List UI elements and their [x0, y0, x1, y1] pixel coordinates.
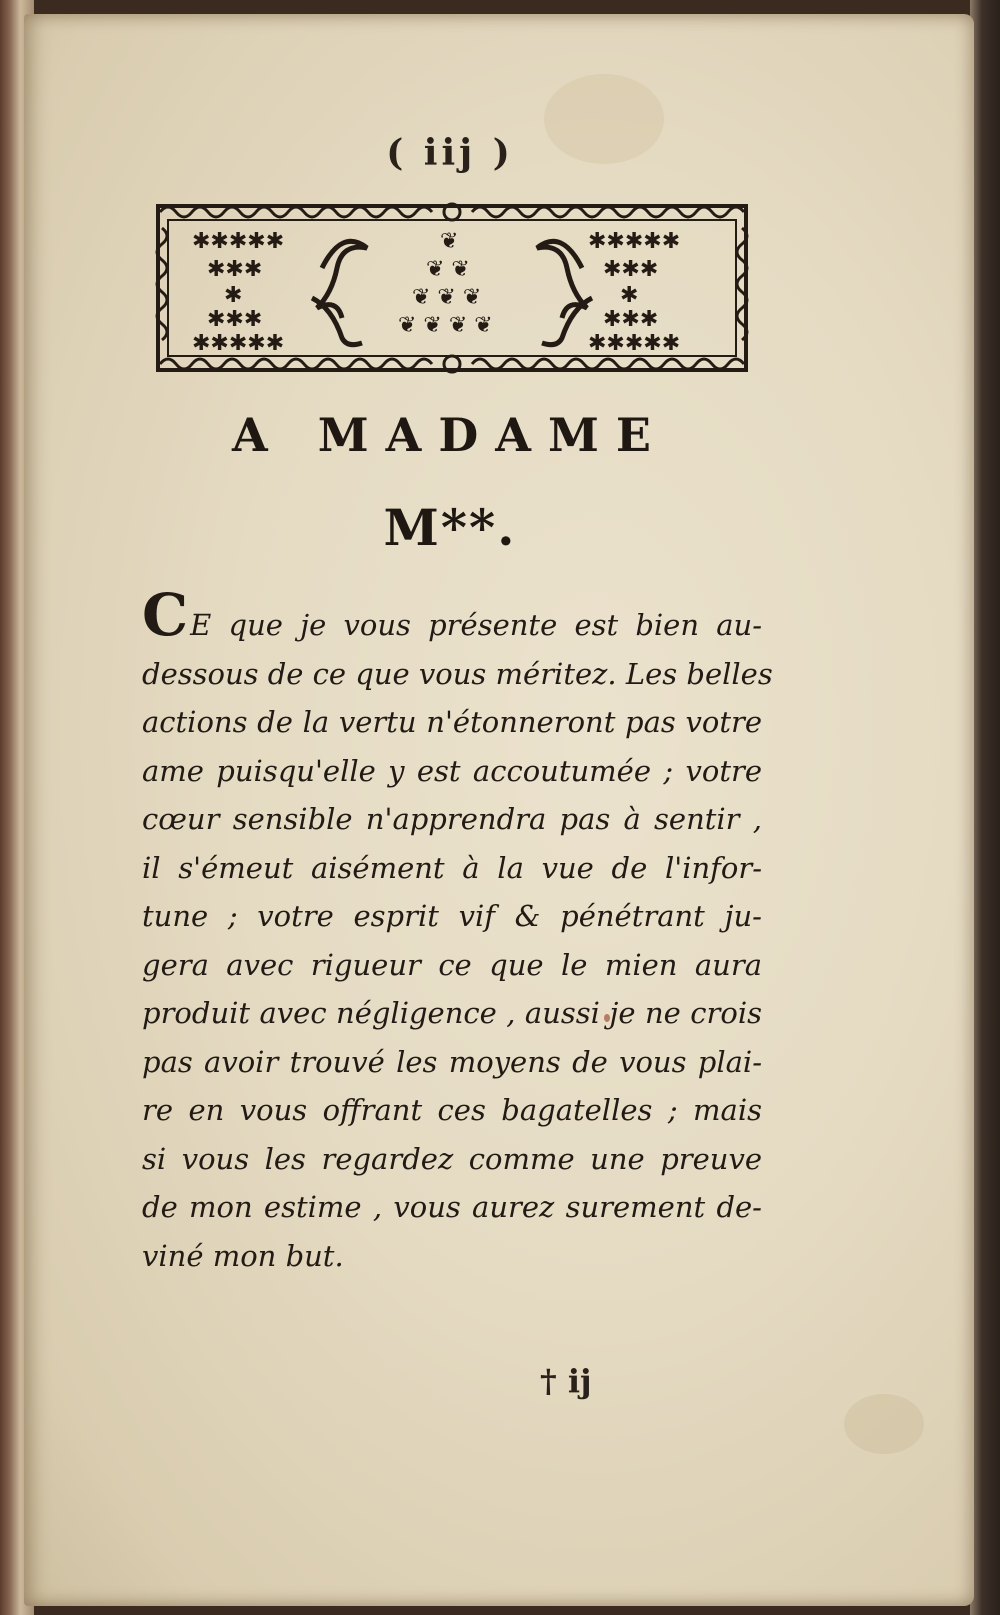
svg-text:✱: ✱	[620, 283, 639, 308]
text-line-8: gera avec rigueur ce que le mien aura	[142, 947, 762, 982]
page-edge	[970, 0, 1000, 1615]
dedication-title: A MADAME	[232, 408, 668, 462]
svg-text:✱✱✱✱✱: ✱✱✱✱✱	[192, 331, 285, 356]
svg-text:✱✱✱✱✱: ✱✱✱✱✱	[588, 229, 681, 254]
text-line-11: re en vous offrant ces bagatelles ; mais	[142, 1093, 762, 1127]
svg-text:✱✱✱: ✱✱✱	[207, 257, 263, 282]
text-line-14: viné mon but.	[142, 1238, 344, 1273]
svg-text:❦: ❦	[440, 229, 459, 254]
svg-text:✱: ✱	[224, 283, 243, 308]
page-number-header: ( iij )	[386, 132, 514, 174]
text-line-9: produit avec négligence , aussi je ne crois	[142, 996, 762, 1030]
text-line-4: ame puisqu'elle y est accoutumée ; votre	[142, 753, 762, 788]
text-line-10: pas avoir trouvé les moyens de vous plai-	[142, 1044, 762, 1079]
svg-text:✱✱✱✱✱: ✱✱✱✱✱	[588, 331, 681, 356]
text-line-3: actions de la vertu n'étonneront pas votre	[142, 705, 762, 739]
text-line-13: de mon estime , vous aurez surement de-	[142, 1190, 762, 1224]
svg-text:✱✱✱: ✱✱✱	[603, 257, 659, 282]
text-line-6: il s'émeut aisément à la vue de l'infor-	[142, 850, 762, 885]
drop-cap: C	[142, 581, 189, 649]
svg-text:❦ ❦: ❦ ❦	[426, 257, 470, 282]
svg-text:✱✱✱: ✱✱✱	[207, 307, 263, 332]
svg-text:❦ ❦ ❦ ❦: ❦ ❦ ❦ ❦	[398, 313, 493, 338]
svg-text:✱✱✱: ✱✱✱	[603, 307, 659, 332]
text-line-5: cœur sensible n'apprendra pas à sentir ,	[142, 802, 762, 836]
signature-mark: † ij	[540, 1362, 592, 1400]
text-line-7: tune ; votre esprit vif & pénétrant ju-	[142, 899, 762, 933]
text-line-12: si vous les regardez comme une preuve	[142, 1141, 762, 1176]
svg-text:❦ ❦ ❦: ❦ ❦ ❦	[412, 285, 482, 310]
headpiece-ornament	[152, 198, 752, 378]
text-line-2: dessous de ce que vous méritez. Les belles	[142, 656, 773, 691]
svg-text:✱✱✱✱✱: ✱✱✱✱✱	[192, 229, 285, 254]
dedication-text	[142, 581, 773, 1280]
text-line-1: CE que je vous présente est bien au-	[142, 581, 762, 649]
dedication-addressee: M**.	[383, 498, 517, 557]
